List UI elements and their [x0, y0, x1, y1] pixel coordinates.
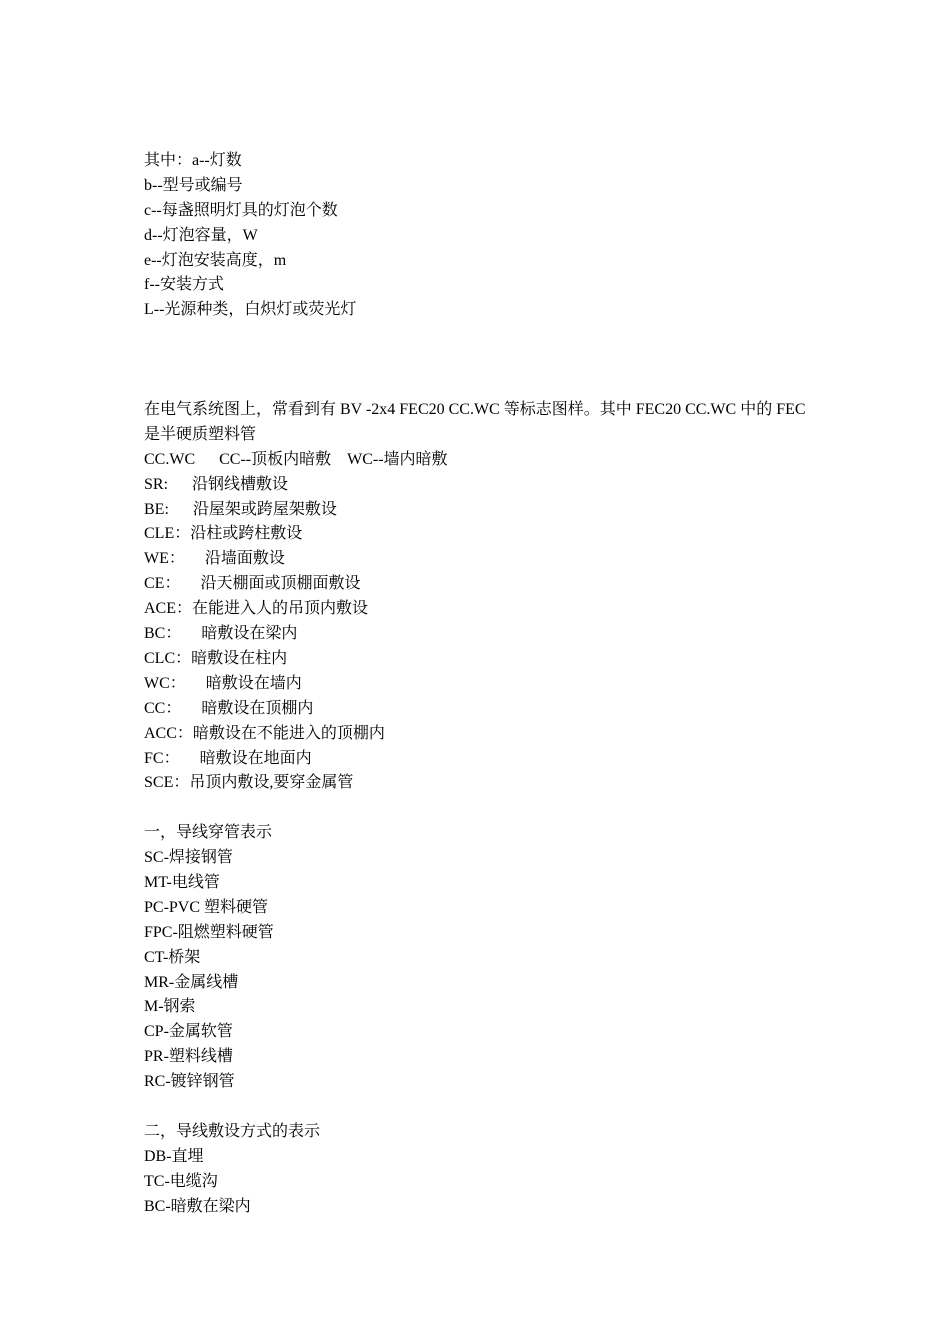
conduit-line: MT-电线管: [144, 873, 220, 891]
conduit-line: RC-镀锌钢管: [144, 1073, 235, 1091]
method-line: ACE：在能进入人的吊顶内敷设: [144, 600, 369, 618]
blank-line: [144, 796, 824, 821]
method-line: SR: 沿钢线槽敷设: [144, 475, 289, 493]
method-line: CC.WC CC--顶板内暗敷 WC--墙内暗敷: [144, 450, 448, 468]
method-line: CC： 暗敷设在顶棚内: [144, 699, 314, 717]
method-line: CLC：暗敷设在柱内: [144, 649, 288, 667]
methods-intro-paragraph: 在电气系统图上，常看到有 BV -2x4 FEC20 CC.WC 等标志图样。其中 FEC20 CC.WC 中的 FEC 是半硬质塑料管: [144, 401, 806, 443]
legend-line: 其中：a--灯数: [144, 152, 242, 169]
legend-line: c--每盏照明灯具的灯泡个数: [144, 201, 338, 219]
legend-line: L--光源种类，白炽灯或荧光灯: [144, 301, 357, 319]
legend-line: d--灯泡容量，W: [144, 226, 258, 244]
conduit-line: SC-焊接钢管: [144, 849, 233, 867]
method-line: CE： 沿天棚面或顶棚面敷设: [144, 575, 361, 593]
conduit-line: CT-桥架: [144, 948, 201, 966]
legend-line: f--安装方式: [144, 276, 224, 294]
lamp-legend-section: [144, 149, 824, 323]
legend-line: b--型号或编号: [144, 176, 243, 194]
laying-line: BC-暗敷在梁内: [144, 1197, 251, 1215]
conduit-line: FPC-阻燃塑料硬管: [144, 923, 274, 941]
conduit-line: PC-PVC 塑料硬管: [144, 898, 269, 916]
method-line: ACC：暗敷设在不能进入的顶棚内: [144, 724, 385, 742]
method-line: WE： 沿墙面敷设: [144, 550, 285, 568]
method-line: SCE：吊顶内敷设,要穿金属管: [144, 774, 354, 792]
blank-line: [144, 1095, 824, 1120]
conduit-line: MR-金属线槽: [144, 973, 239, 991]
method-line: WC： 暗敷设在墙内: [144, 674, 302, 692]
laying-methods-section: [144, 398, 824, 1219]
method-line: BC： 暗敷设在梁内: [144, 625, 298, 643]
conduit-line: PR-塑料线槽: [144, 1048, 233, 1066]
conduit-heading: 一，导线穿管表示: [144, 824, 273, 842]
conduit-line: M-钢索: [144, 998, 196, 1016]
conduit-line: CP-金属软管: [144, 1023, 233, 1041]
laying-line: TC-电缆沟: [144, 1172, 218, 1190]
method-line: CLE：沿柱或跨柱敷设: [144, 525, 303, 543]
laying-line: DB-直埋: [144, 1147, 204, 1165]
method-line: FC： 暗敷设在地面内: [144, 749, 312, 767]
laying-heading: 二，导线敷设方式的表示: [144, 1122, 321, 1140]
method-line: BE: 沿屋架或跨屋架敷设: [144, 500, 337, 518]
legend-line: e--灯泡安装高度，m: [144, 251, 287, 269]
